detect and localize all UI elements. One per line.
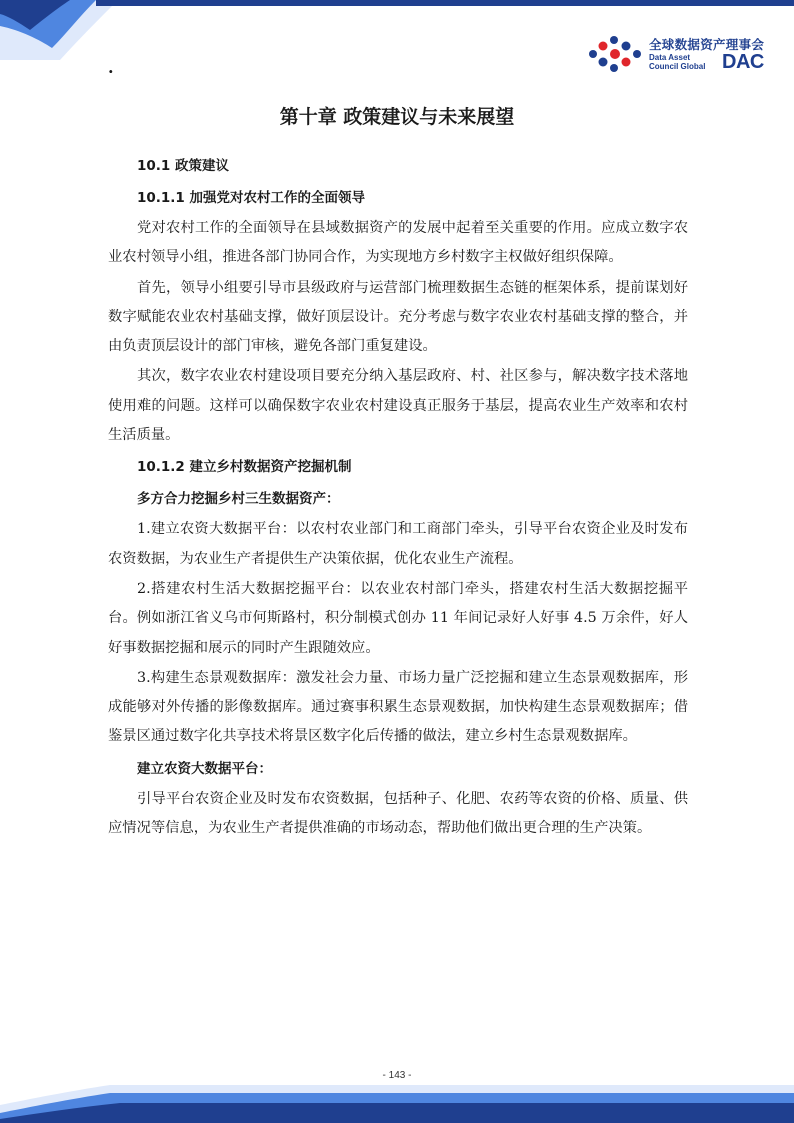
list-paragraph: 1.建立农资大数据平台：以农村农业部门和工商部门牵头，引导平台农资企业及时发布农资数据，为农业生产者提供生产决策依据，优化农业生产流程。 [108, 521, 688, 567]
list-paragraph: 3.构建生态景观数据库：激发社会力量、市场力量广泛挖掘和建立生态景观数据库，形成能够对外传播的影像数据库。通过赛事积累生态景观数据，加快构建生态景观数据库；借鉴景区通过数字化共享技术将景区数字化后传播的做法，建立乡村生态景观数据库。 [108, 669, 688, 745]
logo-name-cn: 全球数据资产理事会 [649, 37, 765, 52]
logo-name-en-line1: Data Asset [649, 53, 691, 62]
section-heading: 10.1 政策建议 [137, 158, 230, 174]
paragraph: 党对农村工作的全面领导在县域数据资产的发展中起着至关重要的作用。应成立数字农业农村领导小组，推进各部门协同合作，为实现地方乡村数字主权做好组织保障。 [108, 220, 688, 266]
subsection-heading: 10.1.2 建立乡村数据资产挖掘机制 [137, 459, 352, 476]
chapter-title: 第十章 政策建议与未来展望 [279, 106, 515, 128]
paragraph: 首先，领导小组要引导市县级政府与运营部门梳理数据生态链的框架体系，提前谋划好数字赋能农业农村基础支撑，做好顶层设计。充分考虑与数字农业农村基础支撑的整合，并由负责顶层设计的部门审核，避免各部门重复建设。 [108, 279, 688, 355]
paragraph: 引导平台农资企业及时发布农资数据，包括种子、化肥、农药等农资的价格、质量、供应情况等信息，为农业生产者提供准确的市场动态，帮助他们做出更合理的生产决策。 [108, 790, 688, 837]
bold-lead-heading: 多方合力挖掘乡村三生数据资产： [137, 491, 340, 508]
logo-name-en-line2: Council Global [649, 62, 706, 71]
header-marker: . [108, 58, 114, 77]
document-body [108, 150, 688, 844]
page-number: - 143 - [382, 1070, 412, 1081]
paragraph: 其次，数字农业农村建设项目要充分纳入基层政府、村、社区参与，解决数字技术落地使用难的问题。这样可以确保数字农业农村建设真正服务于基层，提高农业生产效率和农村生活质量。 [108, 368, 688, 444]
bold-lead-heading: 建立农资大数据平台： [137, 760, 272, 777]
dac-molecule-icon [586, 32, 646, 76]
logo-abbr: DAC [722, 51, 764, 73]
list-paragraph: 2.搭建农村生活大数据挖掘平台：以农业农村部门牵头，搭建农村生活大数据挖掘平台。例如浙江省义乌市何斯路村，积分制模式创办 11 年间记录好人好事 4.5 万余件，好人好事数据挖掘和展示的同时产生跟随效应。 [108, 580, 688, 656]
subsection-heading: 10.1.1 加强党对农村工作的全面领导 [137, 190, 366, 206]
dac-logo [586, 32, 786, 76]
footer-wave-decoration [0, 1083, 794, 1123]
